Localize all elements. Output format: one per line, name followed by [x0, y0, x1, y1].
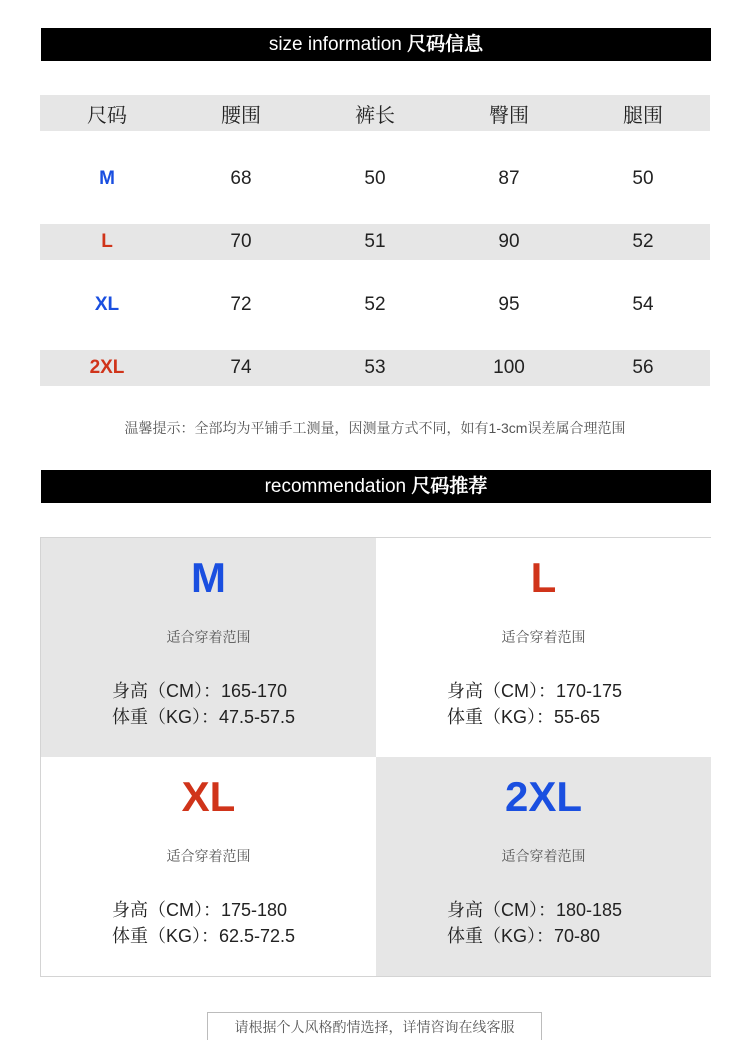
thigh-value: 54 [632, 294, 654, 315]
hip-value: 100 [493, 357, 525, 378]
card-weight-range: 体重（KG）：70-80 [447, 926, 601, 946]
waist-value: 68 [230, 168, 252, 189]
length-value: 50 [364, 168, 386, 189]
size-info-title-cn: 尺码信息 [407, 34, 484, 55]
card-height-range: 身高（CM）：170-175 [447, 681, 623, 701]
thigh-value: 56 [632, 357, 654, 378]
size-info-title-en: size information [268, 34, 402, 55]
length-value: 51 [364, 231, 386, 252]
recommendation-card-l [376, 538, 711, 757]
table-header-row [40, 95, 710, 131]
card-weight-range: 体重（KG）：55-65 [447, 707, 601, 727]
thigh-value: 52 [632, 231, 654, 252]
thigh-value: 50 [632, 168, 654, 189]
length-value: 53 [364, 357, 386, 378]
hip-value: 87 [498, 168, 520, 189]
card-fit-label: 适合穿着范围 [166, 848, 251, 864]
card-size-label: M [191, 554, 226, 601]
card-height-range: 身高（CM）：175-180 [112, 900, 288, 920]
recommendation-title-en: recommendation [264, 476, 407, 497]
table-row [40, 224, 710, 260]
card-weight-range: 体重（KG）：47.5-57.5 [112, 707, 296, 727]
measurement-note: 温馨提示：全部均为平铺手工测量，因测量方式不同，如有1-3cm误差属合理范围 [124, 420, 626, 436]
header-waist: 腰围 [221, 104, 261, 127]
card-fit-label: 适合穿着范围 [166, 629, 251, 645]
length-value: 52 [364, 294, 386, 315]
header-thigh: 腿围 [623, 104, 663, 127]
table-row [40, 287, 710, 323]
table-row [40, 161, 710, 197]
size-label: M [99, 168, 115, 189]
size-label: 2XL [89, 357, 125, 378]
size-info-header-bar [41, 28, 711, 61]
card-fit-label: 适合穿着范围 [501, 629, 586, 645]
waist-value: 70 [230, 231, 252, 252]
customer-service-note: 请根据个人风格酌情选择，详情咨询在线客服 [207, 1012, 542, 1040]
table-row [40, 350, 710, 386]
card-height-range: 身高（CM）：165-170 [112, 681, 288, 701]
recommendation-header-bar [41, 470, 711, 503]
size-label: L [101, 231, 113, 252]
header-hip: 臀围 [489, 104, 529, 127]
header-length: 裤长 [355, 104, 395, 127]
card-weight-range: 体重（KG）：62.5-72.5 [112, 926, 296, 946]
recommendation-card-2xl [376, 757, 711, 976]
waist-value: 72 [230, 294, 252, 315]
recommendation-card-xl [41, 757, 376, 976]
recommendation-title-cn: 尺码推荐 [411, 476, 488, 497]
card-size-label: 2XL [504, 773, 583, 820]
card-size-label: XL [181, 773, 236, 820]
hip-value: 95 [498, 294, 520, 315]
card-size-label: L [530, 554, 557, 601]
recommendation-card-m [41, 538, 376, 757]
waist-value: 74 [230, 357, 252, 378]
recommendation-grid [40, 537, 711, 977]
hip-value: 90 [498, 231, 520, 252]
size-label: XL [94, 294, 120, 315]
card-height-range: 身高（CM）：180-185 [447, 900, 623, 920]
header-size: 尺码 [87, 104, 127, 127]
card-fit-label: 适合穿着范围 [501, 848, 586, 864]
